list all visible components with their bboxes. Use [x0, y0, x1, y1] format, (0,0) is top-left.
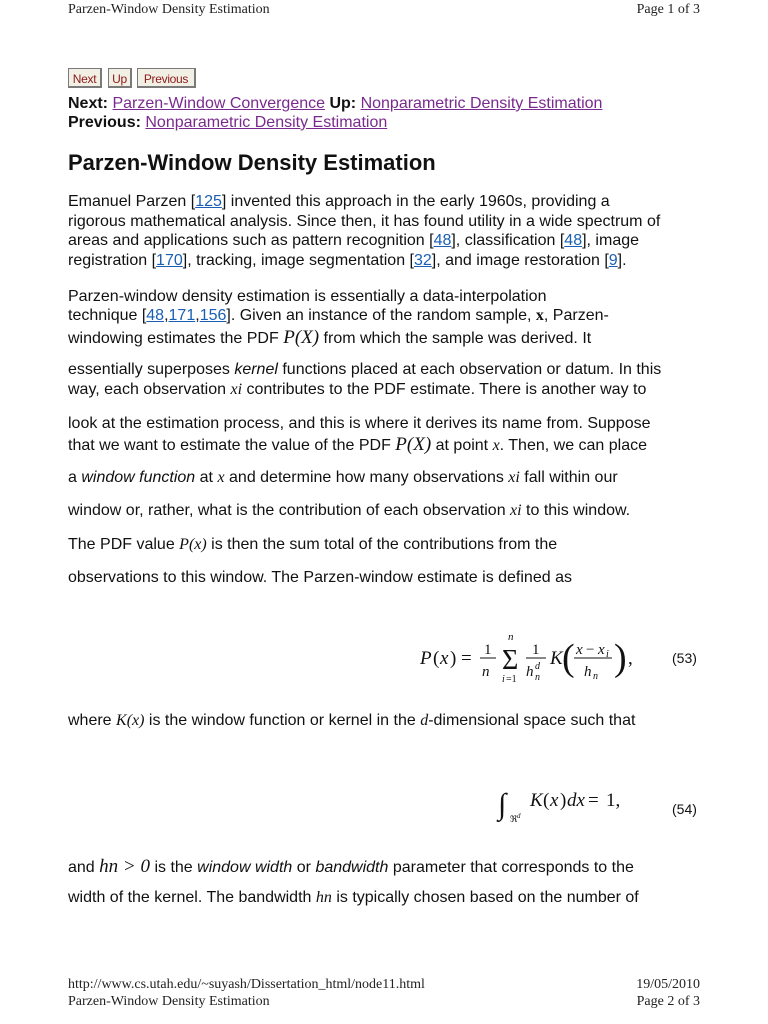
math-x: x — [492, 437, 500, 454]
previous-link[interactable]: Nonparametric Density Estimation — [145, 114, 388, 131]
math-x-bold: x — [535, 307, 544, 324]
citation-link[interactable]: 170 — [156, 252, 183, 269]
equation-53 — [418, 626, 648, 686]
p2-line4: essentially superposes kernel functions placed at each observation or datum. In this — [68, 361, 662, 378]
print-footer-date: 19/05/2010 — [636, 977, 700, 992]
svg-text:): ) — [450, 648, 457, 669]
nav-previous-line — [68, 113, 387, 132]
svg-text:−: − — [586, 642, 595, 658]
p1-line3: areas and applications such as pattern recognition [48], classification [48], image — [68, 232, 640, 249]
print-footer-page: Page 2 of 3 — [636, 994, 700, 1009]
p2-line5: way, each observation xi contributes to the PDF estimate. There is another way to — [68, 381, 647, 398]
svg-text:=1: =1 — [506, 674, 517, 685]
svg-text:1,: 1, — [606, 790, 621, 811]
svg-text:): ) — [614, 637, 627, 679]
p3-line1: where K(x) is the window function or kernel in the d-dimensional space such that — [68, 712, 636, 729]
svg-text:1: 1 — [532, 642, 540, 658]
svg-text:1: 1 — [484, 642, 492, 658]
up-label: Up: — [329, 95, 357, 112]
print-header-page: Page 1 of 3 — [636, 2, 700, 17]
citation-link[interactable]: 9 — [608, 252, 618, 269]
previous-button[interactable]: Previous — [137, 68, 196, 88]
print-header-title: Parzen-Window Density Estimation — [68, 2, 270, 17]
p2-line8: a window function at x and determine how many observations xi fall within our — [68, 469, 618, 486]
svg-text:n: n — [593, 671, 598, 682]
citation-link[interactable]: 156 — [199, 307, 227, 324]
math-hn: hn — [315, 889, 332, 906]
math-xi: xi — [230, 381, 243, 398]
up-link[interactable]: Nonparametric Density Estimation — [360, 95, 603, 112]
print-footer-title: Parzen-Window Density Estimation — [68, 994, 270, 1009]
svg-text:x: x — [576, 642, 583, 658]
math-d: d — [420, 712, 429, 729]
math-x: x — [217, 469, 225, 486]
svg-text:i: i — [502, 674, 505, 685]
svg-text:dx: dx — [567, 790, 585, 811]
nav-next-line — [68, 94, 602, 113]
svg-text:(: ( — [562, 637, 575, 679]
page-title: Parzen-Window Density Estimation — [68, 150, 436, 175]
next-label: Next: — [68, 95, 109, 112]
svg-text:ℜ: ℜ — [510, 814, 518, 824]
citation-link[interactable]: 48 — [433, 232, 452, 249]
svg-text:(: ( — [433, 648, 440, 669]
svg-text:x: x — [550, 790, 559, 811]
svg-text:Σ: Σ — [502, 645, 519, 676]
equation-number-53: (53) — [672, 650, 697, 666]
math-Px: P(x) — [179, 536, 207, 553]
svg-text:): ) — [560, 790, 567, 811]
next-link[interactable]: Parzen-Window Convergence — [112, 95, 326, 112]
svg-text:n: n — [482, 664, 490, 680]
p4-line1: and hn > 0 is the window width or bandwidth parameter that corresponds to the — [68, 856, 634, 877]
citation-link[interactable]: 32 — [413, 252, 432, 269]
svg-text:x: x — [598, 642, 605, 658]
svg-text:h: h — [584, 664, 592, 680]
p4-line2: width of the kernel. The bandwidth hn is typically chosen based on the number of — [68, 889, 639, 906]
p2-line6: look at the estimation process, and this is where it derives its name from. Suppose — [68, 415, 651, 432]
svg-text:=: = — [588, 790, 599, 811]
p2-line10: The PDF value P(x) is then the sum total of the contributions from the — [68, 536, 558, 553]
p2-line11: observations to this window. The Parzen-window estimate is defined as — [68, 569, 572, 586]
svg-text:d: d — [517, 812, 521, 820]
svg-text:h: h — [526, 664, 534, 680]
svg-text:d: d — [535, 661, 540, 672]
next-button[interactable]: Next — [68, 68, 102, 88]
math-hn-positive: hn > 0 — [99, 856, 150, 877]
svg-text:=: = — [461, 648, 472, 669]
citation-link[interactable]: 171 — [168, 307, 196, 324]
up-button[interactable]: Up — [108, 68, 132, 88]
svg-text:∫: ∫ — [498, 788, 507, 821]
p2-line1: Parzen-window density estimation is essentially a data-interpolation — [68, 288, 547, 305]
equation-number-54: (54) — [672, 801, 697, 817]
p1-line1: Emanuel Parzen [125] invented this approach in the early 1960s, providing a — [68, 193, 610, 210]
p1-line2: rigorous mathematical analysis. Since then, it has found utility in a wide spectrum of — [68, 213, 661, 230]
svg-text:n: n — [508, 631, 514, 643]
citation-link[interactable]: 125 — [195, 193, 222, 210]
math-xi: xi — [508, 469, 520, 486]
svg-text:(: ( — [543, 790, 550, 811]
svg-text:K: K — [530, 790, 543, 811]
print-footer-url: http://www.cs.utah.edu/~suyash/Dissertation_html/node11.html — [68, 977, 425, 992]
svg-text:K: K — [550, 648, 563, 669]
p2-line3: windowing estimates the PDF P(X) from which the sample was derived. It — [68, 327, 592, 348]
svg-text:,: , — [628, 648, 633, 669]
p1-line4: registration [170], tracking, image segmentation [32], and image restoration [9]. — [68, 252, 627, 269]
math-Kx: K(x) — [116, 712, 145, 729]
p2-line7: that we want to estimate the value of the PDF P(X) at point x. Then, we can place — [68, 434, 648, 455]
previous-label: Previous: — [68, 114, 141, 131]
svg-text:n: n — [535, 672, 540, 683]
p2-line2: technique [48,171,156]. Given an instance of the random sample, x, Parzen- — [68, 307, 609, 324]
p2-line9: window or, rather, what is the contribution of each observation xi to this window. — [68, 502, 631, 519]
equation-54 — [496, 778, 646, 828]
svg-text:P: P — [420, 648, 432, 669]
math-PX: P(X) — [283, 327, 320, 348]
math-PX: P(X) — [395, 434, 432, 455]
math-xi: xi — [510, 502, 522, 519]
citation-link[interactable]: 48 — [564, 232, 583, 249]
citation-link[interactable]: 48 — [146, 307, 165, 324]
svg-text:i: i — [606, 649, 609, 660]
svg-text:x: x — [440, 648, 449, 669]
